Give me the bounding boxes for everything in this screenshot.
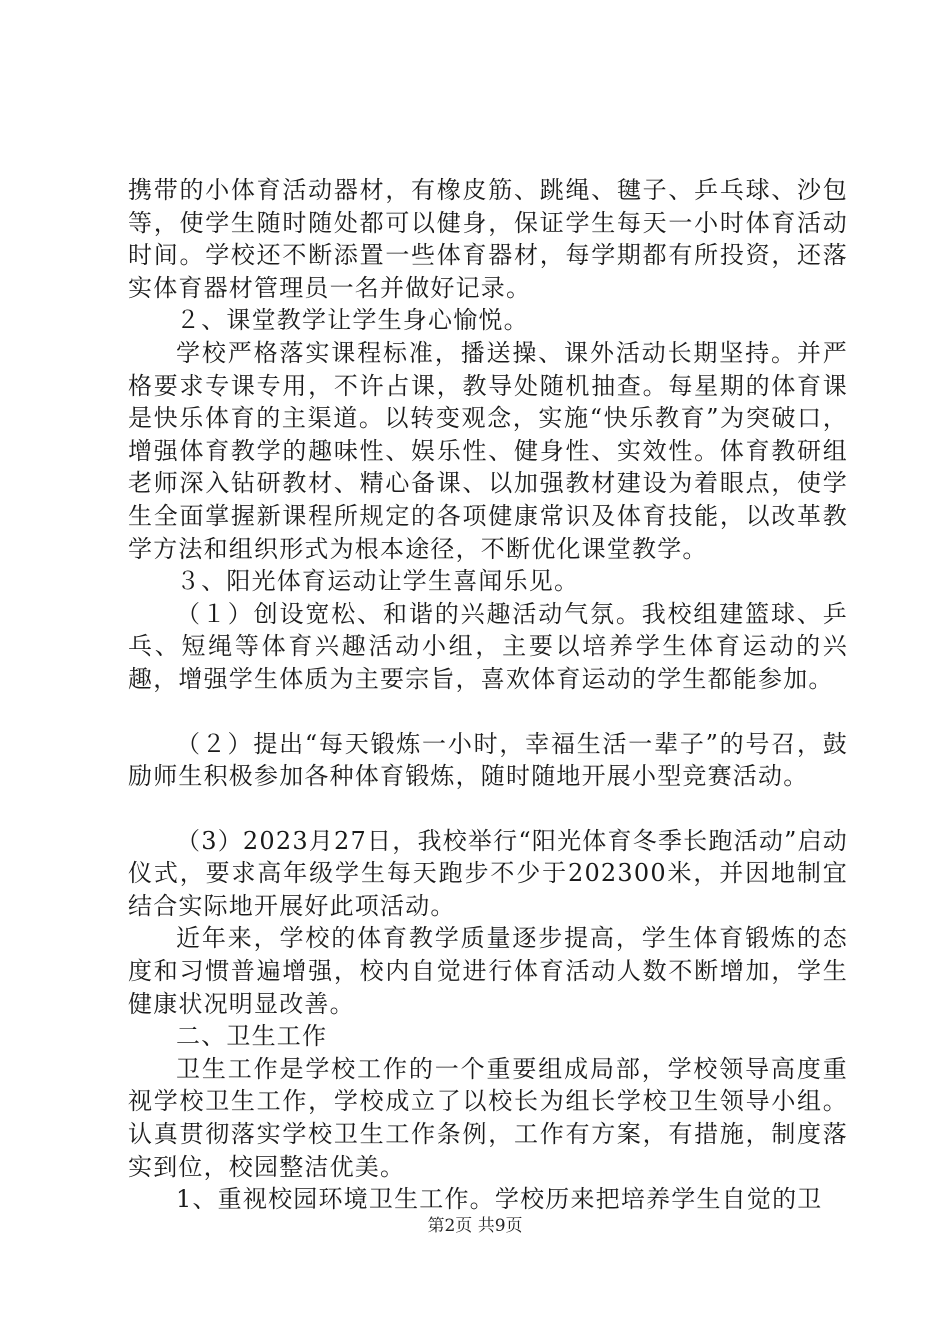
paragraph-campus-environment: 1、重视校园环境卫生工作。学校历来把培养学生自觉的卫 bbox=[176, 1185, 823, 1214]
paragraph-hygiene-overview: 卫生工作是学校工作的一个重要组成局部，学校领导高度重视学校卫生工作，学校成立了以校长为组长学校卫生领导小组。认真贯彻落实学校卫生工作条例，工作有方案，有措施，制度落实到位，校园整洁优美。 bbox=[128, 1054, 848, 1181]
paragraph-curriculum: 学校严格落实课程标准，播送操、课外活动长期坚持。并严格要求专课专用，不许占课，教导处随机抽查。每星期的体育课是快乐体育的主渠道。以转变观念，实施“快乐教育”为突破口，增强体育教学的趣味性、娱乐性、健身性、实效性。体育教研组老师深入钻研教材、精心备课、以加强教材建设为着眼点，使学生全面掌握新课程所规定的各项健康常识及体育技能，以改革教学方法和组织形式为根本途径，不断优化课堂教学。 bbox=[128, 338, 848, 563]
heading-sunshine-sports: ３、阳光体育运动让学生喜闻乐见。 bbox=[176, 567, 580, 596]
document-body bbox=[128, 174, 848, 1216]
paragraph-winter-run: （3）2023月27日，我校举行“阳光体育冬季长跑活动”启动仪式，要求高年级学生每天跑步不少于202300米，并因地制宜结合实际地开展好此项活动。 bbox=[128, 826, 848, 920]
paragraph-equipment-continued: 携带的小体育活动器材，有橡皮筋、跳绳、毽子、乒乓球、沙包等，使学生随时随处都可以健身，保证学生每天一小时体育活动时间。学校还不断添置一些体育器材，每学期都有所投资，还落实体育器材管理员一名并做好记录。 bbox=[128, 176, 848, 302]
paragraph-recent-years: 近年来，学校的体育教学质量逐步提高，学生体育锻炼的态度和习惯普遍增强，校内自觉进行体育活动人数不断增加，学生健康状况明显改善。 bbox=[128, 924, 848, 1018]
heading-hygiene-work: 二、卫生工作 bbox=[176, 1022, 328, 1051]
page-number-footer: 第2页 共9页 bbox=[427, 1216, 523, 1236]
paragraph-interest-groups: （１）创设宽松、和谐的兴趣活动气氛。我校组建篮球、乒乓、短绳等体育兴趣活动小组，主要以培养学生体育运动的兴趣，增强学生体质为主要宗旨，喜欢体育运动的学生都能参加。 bbox=[128, 599, 848, 693]
paragraph-daily-exercise: （２）提出“每天锻炼一小时，幸福生活一辈子”的号召，鼓励师生积极参加各种体育锻炼，随时随地开展小型竞赛活动。 bbox=[128, 729, 848, 791]
heading-classroom-teaching: ２、课堂教学让学生身心愉悦。 bbox=[176, 306, 529, 335]
